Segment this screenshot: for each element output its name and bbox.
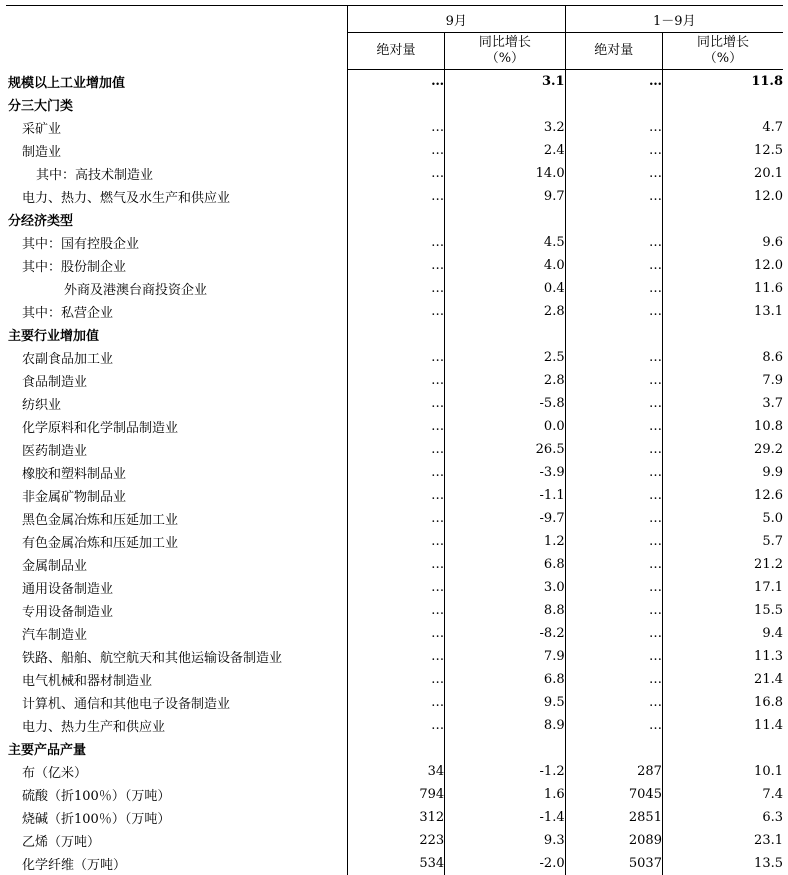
cell-sep-yoy: -1.1 [445,484,565,507]
cell-ytd-yoy: 11.8 [662,70,783,94]
cell-sep-absolute [347,323,444,346]
row-label: 橡胶和塑料制品业 [6,461,347,484]
cell-sep-yoy: -3.9 [445,461,565,484]
table-row [6,277,783,300]
cell-ytd-yoy: 16.8 [662,691,783,714]
row-label: 其中：国有控股企业 [6,231,347,254]
table-row [6,369,783,392]
table-row [6,438,783,461]
cell-ytd-yoy: 10.8 [662,415,783,438]
cell-sep-absolute: … [347,300,444,323]
row-label: 汽车制造业 [6,622,347,645]
cell-sep-absolute: … [347,507,444,530]
header-yoy-unit: （%） [445,51,564,67]
cell-sep-absolute: 312 [347,806,444,829]
row-label: 通用设备制造业 [6,576,347,599]
header-yoy-label: 同比增长 [445,35,564,51]
table-row [6,185,783,208]
cell-sep-absolute: … [347,162,444,185]
header-blank-cell [6,6,347,70]
cell-sep-absolute [347,208,444,231]
row-label: 采矿业 [6,116,347,139]
cell-sep-absolute [347,93,444,116]
cell-ytd-absolute: … [565,139,662,162]
table-row [6,806,783,829]
cell-sep-yoy: 1.2 [445,530,565,553]
table-row [6,323,783,346]
cell-sep-absolute: … [347,576,444,599]
table-row [6,737,783,760]
cell-ytd-yoy: 9.6 [662,231,783,254]
header-absolute-ytd: 绝对量 [565,33,662,70]
cell-ytd-yoy: 5.0 [662,507,783,530]
cell-ytd-absolute: … [565,484,662,507]
cell-sep-yoy: 0.4 [445,277,565,300]
row-label: 有色金属冶炼和压延加工业 [6,530,347,553]
cell-sep-yoy [445,737,565,760]
cell-sep-yoy: 4.0 [445,254,565,277]
cell-sep-yoy: 2.8 [445,300,565,323]
table-row [6,300,783,323]
cell-sep-absolute: … [347,277,444,300]
cell-sep-absolute: … [347,599,444,622]
cell-ytd-absolute: … [565,415,662,438]
table-header [6,6,783,70]
cell-ytd-absolute: … [565,599,662,622]
cell-ytd-absolute: … [565,231,662,254]
cell-sep-absolute: … [347,438,444,461]
cell-ytd-absolute: … [565,438,662,461]
cell-sep-yoy: -1.4 [445,806,565,829]
row-label: 医药制造业 [6,438,347,461]
table-body [6,70,783,875]
cell-ytd-absolute [565,208,662,231]
row-label: 电气机械和器材制造业 [6,668,347,691]
row-label: 其中：高技术制造业 [6,162,347,185]
cell-ytd-absolute: … [565,70,662,94]
cell-sep-absolute: … [347,714,444,737]
cell-sep-yoy: 1.6 [445,783,565,806]
cell-sep-yoy: -9.7 [445,507,565,530]
cell-sep-absolute: … [347,346,444,369]
cell-sep-yoy [445,208,565,231]
table-row [6,461,783,484]
cell-sep-yoy: 2.5 [445,346,565,369]
cell-sep-yoy: 7.9 [445,645,565,668]
cell-ytd-yoy: 11.3 [662,645,783,668]
cell-sep-yoy: 3.0 [445,576,565,599]
cell-sep-absolute: … [347,116,444,139]
cell-ytd-yoy: 11.4 [662,714,783,737]
row-label: 分经济类型 [6,208,347,231]
table-row [6,162,783,185]
cell-sep-absolute: … [347,369,444,392]
cell-sep-absolute: 534 [347,852,444,875]
cell-sep-yoy: 3.1 [445,70,565,94]
table-row [6,507,783,530]
cell-ytd-yoy: 13.5 [662,852,783,875]
cell-sep-absolute: … [347,622,444,645]
cell-ytd-yoy: 11.6 [662,277,783,300]
table-row [6,139,783,162]
table-row [6,116,783,139]
statistics-table [6,5,783,875]
cell-sep-yoy: 8.8 [445,599,565,622]
row-label: 制造业 [6,139,347,162]
table-row [6,691,783,714]
cell-ytd-yoy: 15.5 [662,599,783,622]
row-label: 金属制品业 [6,553,347,576]
cell-sep-absolute: … [347,392,444,415]
cell-sep-absolute: … [347,461,444,484]
table-row [6,783,783,806]
cell-ytd-absolute: … [565,576,662,599]
cell-ytd-yoy [662,323,783,346]
header-yoy-label: 同比增长 [663,35,783,51]
cell-sep-yoy: 3.2 [445,116,565,139]
table-row [6,484,783,507]
cell-ytd-yoy: 12.0 [662,185,783,208]
cell-sep-absolute: … [347,415,444,438]
cell-ytd-absolute: 2089 [565,829,662,852]
header-yoy-ytd [662,33,783,70]
cell-ytd-absolute: 287 [565,760,662,783]
cell-sep-absolute: … [347,553,444,576]
row-label: 铁路、船舶、航空航天和其他运输设备制造业 [6,645,347,668]
table-row [6,93,783,116]
cell-ytd-yoy: 12.0 [662,254,783,277]
table-row [6,254,783,277]
header-absolute-sep: 绝对量 [347,33,444,70]
cell-ytd-absolute: … [565,277,662,300]
cell-ytd-absolute: … [565,392,662,415]
cell-ytd-yoy: 17.1 [662,576,783,599]
cell-sep-yoy: 9.3 [445,829,565,852]
table-row [6,714,783,737]
cell-ytd-absolute: 2851 [565,806,662,829]
cell-ytd-yoy: 7.4 [662,783,783,806]
cell-sep-yoy: 6.8 [445,668,565,691]
cell-ytd-absolute: … [565,369,662,392]
table-row [6,415,783,438]
cell-ytd-absolute: … [565,714,662,737]
table-row [6,392,783,415]
cell-sep-yoy: -5.8 [445,392,565,415]
cell-sep-yoy: -1.2 [445,760,565,783]
table-row [6,208,783,231]
cell-sep-absolute: … [347,185,444,208]
cell-sep-absolute: … [347,645,444,668]
row-label: 乙烯（万吨） [6,829,347,852]
cell-ytd-yoy: 21.4 [662,668,783,691]
cell-sep-yoy: 4.5 [445,231,565,254]
cell-sep-absolute: 794 [347,783,444,806]
table-row [6,70,783,94]
row-label: 电力、热力生产和供应业 [6,714,347,737]
cell-sep-yoy: 2.4 [445,139,565,162]
row-label: 化学纤维（万吨） [6,852,347,875]
row-label: 计算机、通信和其他电子设备制造业 [6,691,347,714]
row-label: 专用设备制造业 [6,599,347,622]
cell-sep-yoy [445,323,565,346]
row-label: 规模以上工业增加值 [6,70,347,94]
cell-ytd-absolute [565,93,662,116]
table-row [6,231,783,254]
cell-ytd-yoy [662,737,783,760]
row-label: 非金属矿物制品业 [6,484,347,507]
cell-sep-yoy: 8.9 [445,714,565,737]
cell-ytd-yoy: 29.2 [662,438,783,461]
cell-sep-absolute: … [347,254,444,277]
header-group-jan-to-sep: 1－9月 [565,6,783,33]
table-row [6,829,783,852]
cell-ytd-yoy: 12.5 [662,139,783,162]
cell-ytd-absolute: … [565,691,662,714]
cell-ytd-yoy: 6.3 [662,806,783,829]
cell-ytd-yoy [662,208,783,231]
cell-sep-absolute: 34 [347,760,444,783]
cell-sep-yoy: 2.8 [445,369,565,392]
cell-ytd-absolute: … [565,507,662,530]
cell-ytd-yoy: 20.1 [662,162,783,185]
row-label: 布（亿米） [6,760,347,783]
row-label: 电力、热力、燃气及水生产和供应业 [6,185,347,208]
cell-ytd-absolute: … [565,254,662,277]
cell-ytd-yoy: 12.6 [662,484,783,507]
row-label: 纺织业 [6,392,347,415]
cell-ytd-yoy [662,93,783,116]
row-label: 食品制造业 [6,369,347,392]
cell-ytd-yoy: 13.1 [662,300,783,323]
row-label: 其中：私营企业 [6,300,347,323]
cell-ytd-yoy: 9.9 [662,461,783,484]
table-row [6,553,783,576]
table-row [6,576,783,599]
cell-sep-absolute: … [347,484,444,507]
cell-ytd-absolute: … [565,185,662,208]
row-label: 黑色金属冶炼和压延加工业 [6,507,347,530]
cell-sep-absolute: … [347,70,444,94]
table-row [6,599,783,622]
cell-sep-yoy: 14.0 [445,162,565,185]
row-label: 外商及港澳台商投资企业 [6,277,347,300]
cell-sep-absolute: … [347,139,444,162]
cell-ytd-yoy: 10.1 [662,760,783,783]
row-label: 硫酸（折100％）（万吨） [6,783,347,806]
cell-ytd-absolute: … [565,553,662,576]
cell-sep-yoy: -2.0 [445,852,565,875]
cell-ytd-yoy: 4.7 [662,116,783,139]
cell-ytd-absolute: … [565,346,662,369]
table-row [6,346,783,369]
row-label: 分三大门类 [6,93,347,116]
table-row [6,668,783,691]
cell-sep-yoy [445,93,565,116]
row-label: 农副食品加工业 [6,346,347,369]
row-label: 主要行业增加值 [6,323,347,346]
table-row [6,530,783,553]
table-row [6,852,783,875]
cell-sep-absolute: 223 [347,829,444,852]
cell-sep-yoy: 9.7 [445,185,565,208]
cell-sep-absolute: … [347,691,444,714]
table-row [6,622,783,645]
cell-sep-yoy: 9.5 [445,691,565,714]
cell-ytd-yoy: 5.7 [662,530,783,553]
cell-ytd-yoy: 23.1 [662,829,783,852]
cell-sep-absolute [347,737,444,760]
table-row [6,760,783,783]
cell-ytd-absolute: … [565,300,662,323]
header-yoy-unit: （%） [663,51,783,67]
cell-ytd-absolute: … [565,668,662,691]
cell-ytd-absolute: … [565,162,662,185]
row-label: 其中：股份制企业 [6,254,347,277]
cell-ytd-absolute [565,323,662,346]
cell-ytd-absolute: … [565,461,662,484]
cell-ytd-absolute: 5037 [565,852,662,875]
cell-ytd-yoy: 9.4 [662,622,783,645]
cell-sep-yoy: 0.0 [445,415,565,438]
cell-sep-absolute: … [347,530,444,553]
cell-sep-absolute: … [347,231,444,254]
table-row [6,645,783,668]
cell-ytd-yoy: 21.2 [662,553,783,576]
cell-sep-yoy: 26.5 [445,438,565,461]
cell-ytd-absolute: … [565,622,662,645]
cell-ytd-absolute: … [565,645,662,668]
header-yoy-sep [445,33,565,70]
row-label: 主要产品产量 [6,737,347,760]
cell-ytd-absolute: … [565,116,662,139]
cell-ytd-absolute [565,737,662,760]
cell-ytd-yoy: 8.6 [662,346,783,369]
cell-sep-absolute: … [347,668,444,691]
cell-sep-yoy: 6.8 [445,553,565,576]
header-group-september: 9月 [347,6,565,33]
row-label: 烧碱（折100％）（万吨） [6,806,347,829]
cell-ytd-yoy: 3.7 [662,392,783,415]
cell-sep-yoy: -8.2 [445,622,565,645]
cell-ytd-absolute: 7045 [565,783,662,806]
row-label: 化学原料和化学制品制造业 [6,415,347,438]
cell-ytd-yoy: 7.9 [662,369,783,392]
cell-ytd-absolute: … [565,530,662,553]
